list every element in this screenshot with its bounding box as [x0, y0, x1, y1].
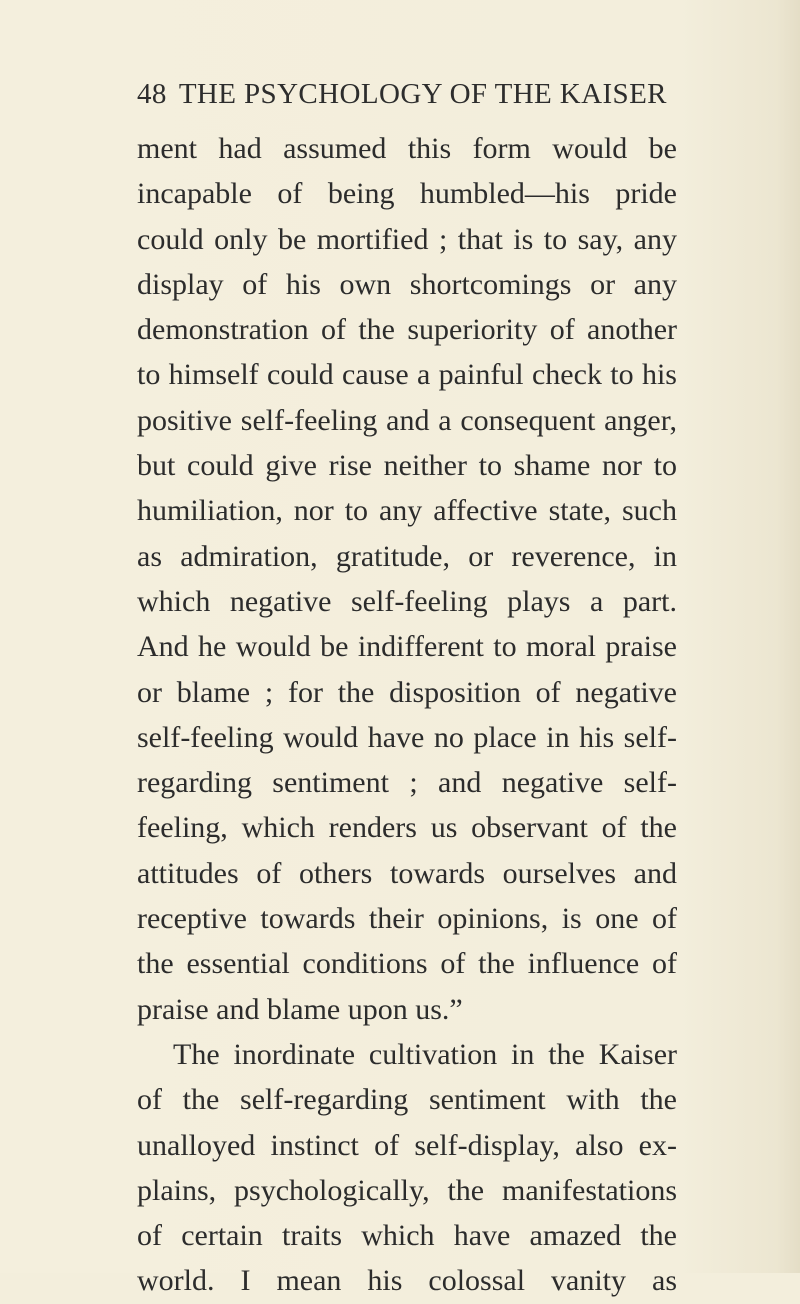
text-line: And he would be indifferent to moral praise [137, 630, 677, 664]
text-line: plains, psychologically, the manifestations [137, 1173, 677, 1207]
text-line: could only be mortified ; that is to say, any [137, 222, 677, 256]
text-line: as admiration, gratitude, or reverence, in [137, 539, 677, 573]
text-line: ment had assumed this form would be [137, 132, 677, 165]
text-line: humiliation, nor to any affective state, such [137, 494, 677, 528]
page-number: 48 [137, 78, 167, 110]
text-line: the essential conditions of the influence of [137, 947, 677, 981]
text-line: self-feeling would have no place in his self- [137, 720, 677, 754]
text-line: or blame ; for the disposition of negative [137, 675, 677, 709]
text-line: incapable of being humbled—his pride [137, 177, 677, 211]
text-line: of certain traits which have amazed the [137, 1219, 677, 1253]
text-line: feeling, which renders us observant of the [137, 811, 677, 845]
text-line: regarding sentiment ; and negative self- [137, 766, 677, 800]
text-line: which negative self-feeling plays a part. [137, 584, 677, 618]
text-line: positive self-feeling and a consequent anger, [137, 403, 677, 437]
text-line: world. I mean his colossal vanity as [137, 1264, 677, 1298]
text-line: praise and blame upon us.” [137, 992, 463, 1026]
running-title: THE PSYCHOLOGY OF THE KAISER [178, 78, 667, 110]
text-line: demonstration of the superiority of another [137, 313, 677, 347]
text-line: display of his own shortcomings or any [137, 267, 677, 301]
body-text [137, 126, 677, 1304]
text-line: receptive towards their opinions, is one of [137, 902, 677, 936]
text-line: to himself could cause a painful check to his [137, 358, 677, 392]
text-line: of the self-regarding sentiment with the [137, 1083, 677, 1117]
text-line: attitudes of others towards ourselves and [137, 856, 677, 890]
text-line: The inordinate cultivation in the Kaiser [173, 1037, 677, 1071]
running-head [137, 78, 667, 111]
text-line: unalloyed instinct of self-display, also ex- [137, 1128, 677, 1162]
text-line: but could give rise neither to shame nor to [137, 449, 677, 483]
